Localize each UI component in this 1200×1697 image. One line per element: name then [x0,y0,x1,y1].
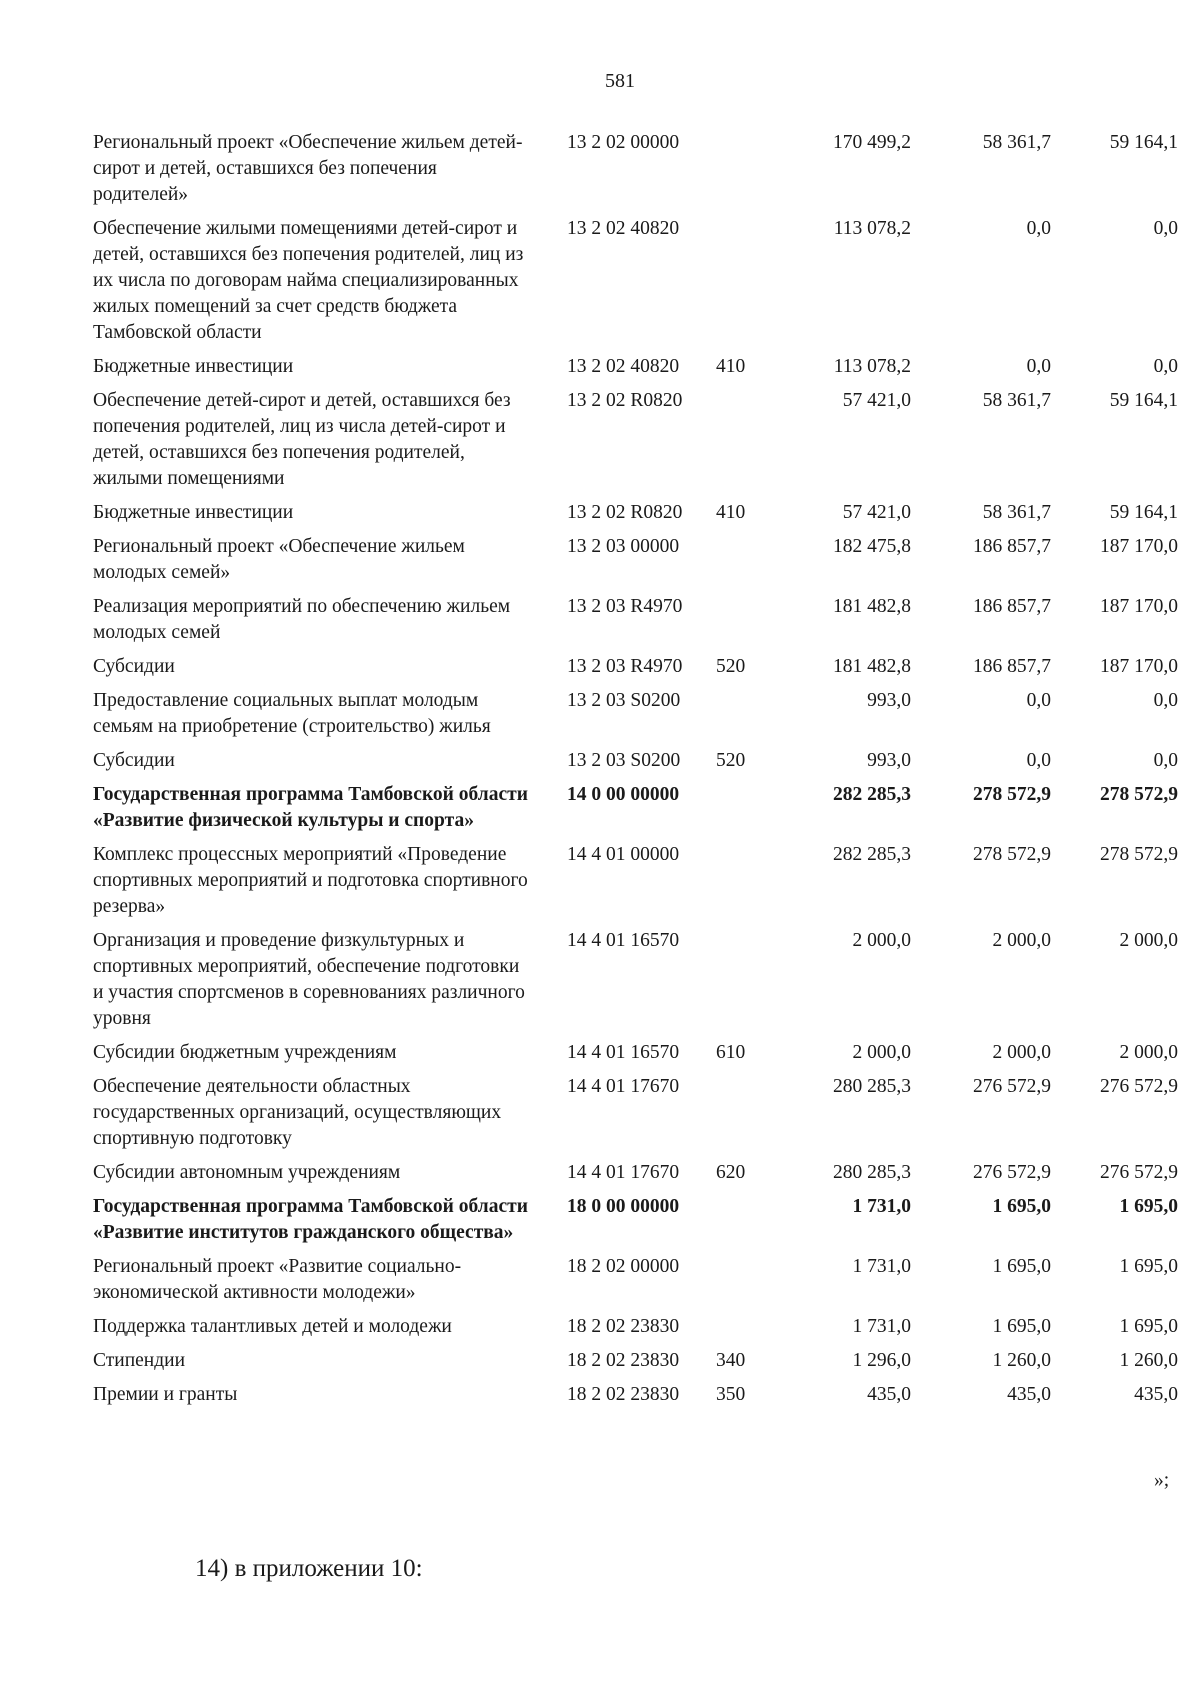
row-name: Государственная программа Тамбовской области «Развитие институтов гражданского общества» [93,1196,528,1243]
row-amount-year-3: 59 164,1 [1109,502,1178,523]
row-amount-year-1: 1 731,0 [852,1196,911,1217]
row-name: Реализация мероприятий по обеспечению жильем молодых семей [93,596,511,643]
row-amount-year-3: 2 000,0 [1119,1042,1178,1063]
row-amount-year-1: 435,0 [867,1384,911,1405]
row-expense-type: 340 [716,1350,746,1371]
row-code: 13 2 02 R0820 [567,390,683,411]
row-amount-year-2: 186 857,7 [973,656,1051,677]
table-row [93,1074,1178,1160]
row-amount-year-2: 0,0 [1026,690,1051,711]
table-row [93,1194,1178,1254]
row-expense-type: 410 [716,356,746,377]
row-code: 14 4 01 00000 [567,844,680,865]
row-name: Субсидии бюджетным учреждениям [93,1042,397,1063]
table-row [93,130,1178,216]
row-name: Предоставление социальных выплат молодым семьям на приобретение (строительство) жилья [93,690,491,737]
table-row [93,354,1178,388]
row-amount-year-1: 181 482,8 [833,596,911,617]
row-name: Обеспечение детей-сирот и детей, оставшихся без попечения родителей, лиц из числа детей-сирот и детей, оставшихся без попечения родителей, жилыми помещениями [93,390,511,489]
row-amount-year-3: 278 572,9 [1100,784,1178,805]
row-amount-year-3: 0,0 [1153,750,1178,771]
row-amount-year-2: 278 572,9 [973,844,1051,865]
row-expense-type: 610 [716,1042,746,1063]
row-amount-year-2: 58 361,7 [982,390,1051,411]
row-amount-year-2: 435,0 [1007,1384,1051,1405]
row-amount-year-1: 181 482,8 [833,656,911,677]
table-row [93,594,1178,654]
row-code: 13 2 02 R0820 [567,502,683,523]
row-amount-year-3: 2 000,0 [1119,930,1178,951]
row-name: Региональный проект «Обеспечение жильем детей-сирот и детей, оставшихся без попечения родителей» [93,132,523,205]
row-expense-type [706,1254,776,1314]
row-expense-type: 410 [716,502,746,523]
row-code: 13 2 03 S0200 [567,750,681,771]
closing-quote-mark: »; [1154,1470,1170,1491]
row-amount-year-1: 170 499,2 [833,132,911,153]
row-code: 18 2 02 00000 [567,1256,680,1277]
row-name: Субсидии автономным учреждениям [93,1162,401,1183]
row-amount-year-1: 280 285,3 [833,1076,911,1097]
row-amount-year-1: 280 285,3 [833,1162,911,1183]
row-amount-year-3: 0,0 [1153,218,1178,239]
row-amount-year-2: 2 000,0 [992,1042,1051,1063]
row-amount-year-3: 1 695,0 [1119,1196,1178,1217]
row-expense-type [706,594,776,654]
table-row [93,748,1178,782]
row-amount-year-1: 2 000,0 [852,1042,911,1063]
table-row [93,1160,1178,1194]
row-name: Субсидии [93,656,175,677]
row-name: Организация и проведение физкультурных и спортивных мероприятий, обеспечение подготовки и участия спортсменов в соревнованиях различного уровня [93,930,525,1029]
row-amount-year-1: 993,0 [867,750,911,771]
table-row [93,842,1178,928]
row-code: 14 4 01 17670 [567,1162,680,1183]
row-code: 14 0 00 00000 [567,784,680,805]
row-name: Премии и гранты [93,1384,238,1405]
row-expense-type [706,928,776,1040]
row-name: Региональный проект «Развитие социально-экономической активности молодежи» [93,1256,462,1303]
row-amount-year-2: 0,0 [1026,356,1051,377]
row-amount-year-3: 276 572,9 [1100,1162,1178,1183]
row-amount-year-3: 1 260,0 [1119,1350,1178,1371]
row-amount-year-2: 1 260,0 [992,1350,1051,1371]
table-row [93,654,1178,688]
row-amount-year-1: 57 421,0 [842,390,911,411]
table-row [93,1348,1178,1382]
row-amount-year-1: 182 475,8 [833,536,911,557]
row-amount-year-3: 1 695,0 [1119,1256,1178,1277]
row-amount-year-3: 187 170,0 [1100,656,1178,677]
row-amount-year-1: 1 731,0 [852,1316,911,1337]
table-row [93,216,1178,354]
row-amount-year-1: 993,0 [867,690,911,711]
page-number: 581 [605,70,635,92]
row-name: Бюджетные инвестиции [93,502,294,523]
row-amount-year-2: 1 695,0 [992,1196,1051,1217]
row-amount-year-2: 1 695,0 [992,1316,1051,1337]
row-amount-year-2: 2 000,0 [992,930,1051,951]
row-amount-year-2: 186 857,7 [973,536,1051,557]
table-row [93,500,1178,534]
row-amount-year-2: 58 361,7 [982,132,1051,153]
row-expense-type [706,1194,776,1254]
row-code: 13 2 03 00000 [567,536,680,557]
row-amount-year-2: 58 361,7 [982,502,1051,523]
table-row [93,1040,1178,1074]
table-row [93,1382,1178,1416]
row-amount-year-3: 59 164,1 [1109,132,1178,153]
row-amount-year-3: 187 170,0 [1100,596,1178,617]
row-amount-year-3: 0,0 [1153,356,1178,377]
row-expense-type: 520 [716,656,746,677]
row-name: Комплекс процессных мероприятий «Проведение спортивных мероприятий и подготовка спортивного резерва» [93,844,528,917]
row-name: Субсидии [93,750,175,771]
row-amount-year-3: 187 170,0 [1100,536,1178,557]
row-name: Региональный проект «Обеспечение жильем молодых семей» [93,536,465,583]
row-expense-type [706,842,776,928]
row-amount-year-1: 282 285,3 [833,784,911,805]
row-expense-type [706,388,776,500]
row-code: 13 2 03 R4970 [567,656,683,677]
row-expense-type [706,688,776,748]
row-expense-type [706,534,776,594]
row-amount-year-3: 59 164,1 [1109,390,1178,411]
budget-table-body [93,130,1178,1416]
row-amount-year-2: 276 572,9 [973,1076,1051,1097]
row-expense-type [706,130,776,216]
table-row [93,688,1178,748]
row-expense-type: 350 [716,1384,746,1405]
row-code: 14 4 01 16570 [567,930,680,951]
table-row [93,1314,1178,1348]
row-amount-year-1: 113 078,2 [833,356,911,377]
row-amount-year-2: 276 572,9 [973,1162,1051,1183]
row-code: 18 2 02 23830 [567,1316,680,1337]
row-amount-year-1: 282 285,3 [833,844,911,865]
row-code: 18 2 02 23830 [567,1384,680,1405]
row-code: 14 4 01 17670 [567,1076,680,1097]
row-amount-year-2: 186 857,7 [973,596,1051,617]
row-name: Обеспечение жилыми помещениями детей-сирот и детей, оставшихся без попечения родителей, лиц из их числа по договорам найма специализированных жилых помещений за счет средств бюджета Тамбовской области [93,218,524,343]
row-code: 18 0 00 00000 [567,1196,680,1217]
row-amount-year-1: 1 296,0 [852,1350,911,1371]
row-amount-year-1: 57 421,0 [842,502,911,523]
row-amount-year-3: 0,0 [1153,690,1178,711]
row-name: Обеспечение деятельности областных государственных организаций, осуществляющих спортивную подготовку [93,1076,502,1149]
row-amount-year-1: 1 731,0 [852,1256,911,1277]
row-code: 13 2 02 40820 [567,218,680,239]
row-amount-year-2: 0,0 [1026,218,1051,239]
table-row [93,1254,1178,1314]
row-amount-year-2: 278 572,9 [973,784,1051,805]
table-row [93,534,1178,594]
row-name: Стипендии [93,1350,186,1371]
row-expense-type: 520 [716,750,746,771]
row-amount-year-3: 276 572,9 [1100,1076,1178,1097]
row-expense-type: 620 [716,1162,746,1183]
row-amount-year-1: 2 000,0 [852,930,911,951]
row-code: 13 2 02 40820 [567,356,680,377]
row-name: Государственная программа Тамбовской области «Развитие физической культуры и спорта» [93,784,528,831]
row-amount-year-1: 113 078,2 [833,218,911,239]
table-row [93,782,1178,842]
row-amount-year-3: 435,0 [1134,1384,1178,1405]
section-heading: 14) в приложении 10: [195,1555,423,1582]
row-expense-type [706,782,776,842]
row-expense-type [706,216,776,354]
row-code: 14 4 01 16570 [567,1042,680,1063]
row-name: Поддержка талантливых детей и молодежи [93,1316,452,1337]
table-row [93,928,1178,1040]
row-expense-type [706,1074,776,1160]
row-amount-year-3: 1 695,0 [1119,1316,1178,1337]
table-row [93,388,1178,500]
row-expense-type [706,1314,776,1348]
row-amount-year-2: 1 695,0 [992,1256,1051,1277]
row-code: 13 2 03 R4970 [567,596,683,617]
row-code: 13 2 03 S0200 [567,690,681,711]
row-amount-year-3: 278 572,9 [1100,844,1178,865]
row-amount-year-2: 0,0 [1026,750,1051,771]
budget-table [93,130,1178,1416]
row-name: Бюджетные инвестиции [93,356,294,377]
row-code: 13 2 02 00000 [567,132,680,153]
row-code: 18 2 02 23830 [567,1350,680,1371]
